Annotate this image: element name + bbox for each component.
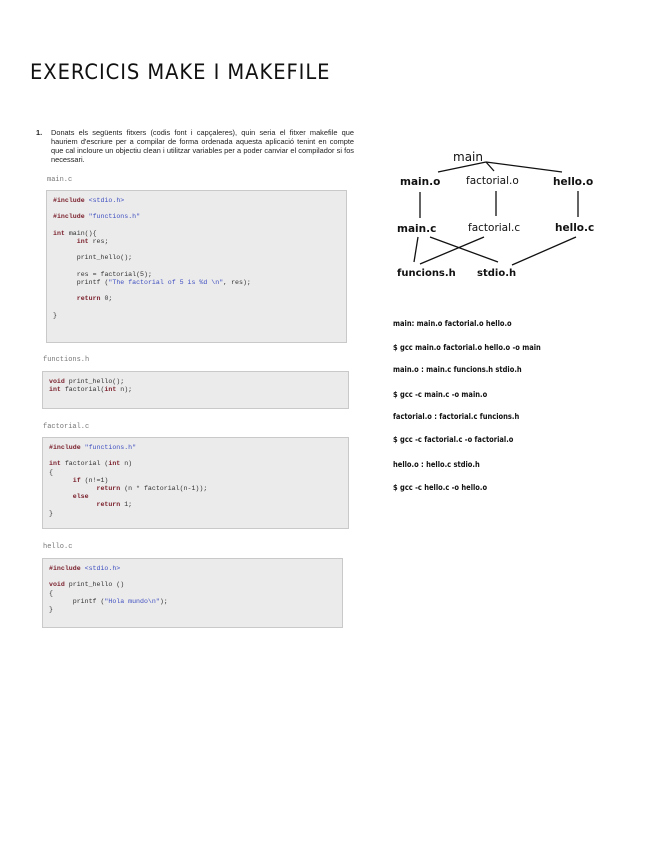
makefile-line-2: $ gcc main.o factorial.o hello.o -o main	[393, 342, 541, 352]
node-funcions-h: funcions.h	[397, 268, 456, 279]
code-line	[53, 205, 340, 213]
code-block-factorial-c	[42, 437, 349, 529]
makefile-line-6: $ gcc -c factorial.c -o factorial.o	[393, 434, 514, 444]
makefile-line-4: $ gcc -c main.c -o main.o	[393, 389, 488, 399]
node-factorial-o: factorial.o	[466, 175, 519, 187]
dependency-graph	[390, 140, 630, 290]
edge-main-helloo	[486, 162, 562, 172]
code-line: else	[72, 493, 89, 501]
makefile-line-1: main: main.o factorial.o hello.o	[393, 318, 512, 328]
code-line: {	[49, 468, 53, 476]
exercise-question	[36, 128, 354, 164]
node-main-o: main.o	[400, 176, 441, 188]
code-line	[49, 452, 342, 460]
code-line: #include "functions.h"	[49, 444, 137, 451]
page-title: EXERCICIS MAKE I MAKEFILE	[30, 60, 331, 84]
code-block-functions-h	[42, 371, 349, 409]
code-line: int factorial (int n)	[49, 460, 133, 468]
file-label-functions-h: functions.h	[43, 356, 90, 364]
file-label-factorial-c: factorial.c	[43, 423, 90, 431]
makefile-line-8: $ gcc -c hello.c -o hello.o	[393, 482, 488, 492]
code-line: return 0;	[76, 295, 113, 303]
code-line: }	[49, 606, 53, 614]
code-line: {	[49, 589, 53, 597]
code-line: printf ("The factorial of 5 is %d \n", res);	[53, 279, 251, 287]
file-label-main-c: main.c	[47, 176, 73, 184]
code-line: if (n!=1)	[72, 476, 109, 484]
code-line: }	[49, 509, 53, 517]
code-line: }	[53, 311, 57, 319]
question-number: 1.	[36, 128, 43, 137]
code-line: int main(){	[53, 229, 97, 237]
question-text: Donats els següents fitxers (codis font i capçaleres), quin seria el fitxer makefile que hauriem d'escriure per a compilar de forma ordenada aquesta aplicació tenint en compte que cal incloure un objectiu clean i utilitzar variables per a poder canviar el compilador si fos necessari.	[51, 128, 354, 164]
code-line: return (n * factorial(n-1));	[96, 485, 208, 493]
edge-helloc-stdioh	[512, 237, 576, 265]
makefile-line-7: hello.o : hello.c stdio.h	[393, 459, 480, 469]
code-line: #include <stdio.h>	[53, 197, 125, 204]
code-block-hello-c	[42, 558, 343, 628]
code-line: return 1;	[96, 501, 133, 509]
code-line: printf ("Hola mundo\n");	[49, 597, 168, 605]
code-line	[53, 263, 340, 271]
code-block-main-c	[46, 190, 347, 343]
code-line: res = factorial(5);	[53, 270, 152, 278]
code-line: void print_hello ()	[49, 581, 125, 589]
edge-mainc-funcionsh	[414, 237, 418, 262]
code-line	[53, 304, 340, 312]
edge-mainc-stdioh	[430, 237, 498, 262]
file-label-hello-c: hello.c	[43, 543, 73, 551]
node-hello-o: hello.o	[553, 176, 594, 188]
code-line: print_hello();	[53, 254, 133, 262]
code-line: int factorial(int n);	[49, 386, 133, 394]
node-stdio-h: stdio.h	[477, 268, 517, 279]
code-line	[53, 287, 340, 295]
node-main: main	[453, 150, 483, 164]
code-line: void print_hello();	[49, 378, 125, 385]
code-line	[53, 222, 340, 230]
makefile-line-5: factorial.o : factorial.c funcions.h	[393, 411, 520, 421]
node-hello-c: hello.c	[555, 222, 595, 234]
code-line	[49, 573, 336, 581]
code-line: int res;	[76, 238, 109, 246]
code-line: #include <stdio.h>	[49, 565, 121, 572]
makefile-line-3: main.o : main.c funcions.h stdio.h	[393, 364, 522, 374]
code-line: #include "functions.h"	[53, 213, 141, 221]
edge-factorialc-funcionsh	[420, 237, 484, 264]
node-main-c: main.c	[397, 223, 437, 235]
node-factorial-c: factorial.c	[468, 222, 521, 234]
code-line	[53, 246, 340, 254]
